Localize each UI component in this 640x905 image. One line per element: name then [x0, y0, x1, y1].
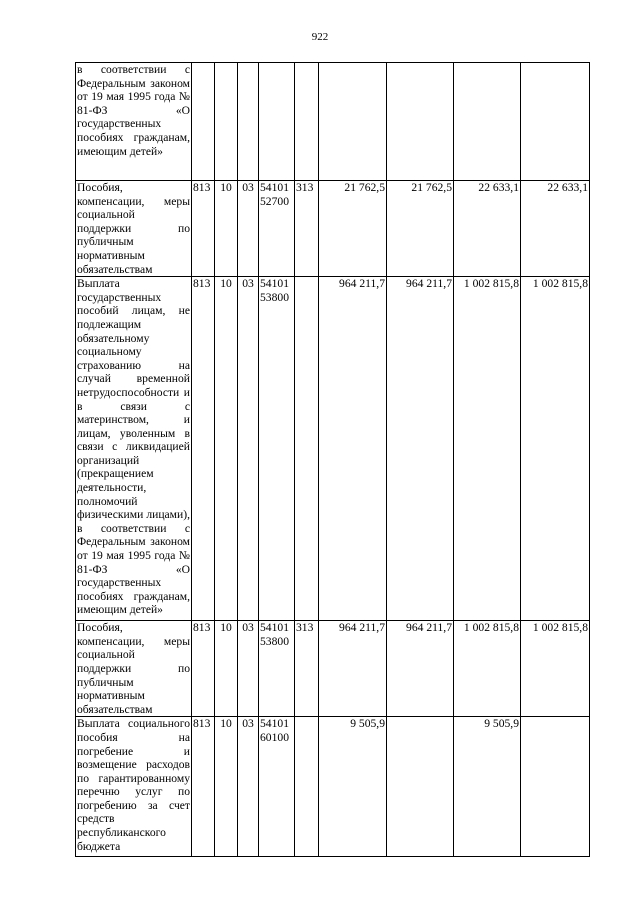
cell-csr	[259, 717, 295, 857]
cell-sum-4	[521, 63, 590, 181]
cell-sum-1: 21 762,5	[319, 181, 387, 277]
cell-sum-3: 22 633,1	[454, 181, 521, 277]
table-row	[76, 181, 590, 277]
cell-name: в соответствии с Федеральным законом от 19 мая 1995 года № 81-ФЗ «О государственных пособиях гражданам, имеющим детей»	[76, 63, 192, 181]
cell-csr-line2: 53800	[260, 634, 289, 648]
cell-rz	[215, 63, 238, 181]
cell-sum-2: 21 762,5	[387, 181, 454, 277]
cell-rz: 10	[215, 277, 238, 621]
table-row	[76, 717, 590, 857]
cell-ved: 813	[192, 181, 215, 277]
budget-table	[75, 62, 590, 857]
cell-vr	[295, 717, 319, 857]
cell-sum-1	[319, 63, 387, 181]
cell-name: Выплата государственных пособий лицам, не подлежащим обязательному социальному страхованию на случай временной нетрудоспособности и в связи с материнством, и лицам, уволенным в связи с ликвидацией организаций (прекращением деятельности, полномочий физическими лицами), в соответствии с Федеральным законом от 19 мая 1995 года № 81-ФЗ «О государственных пособиях гражданам, имеющим детей»	[76, 277, 192, 621]
cell-sum-1: 964 211,7	[319, 277, 387, 621]
cell-rz: 10	[215, 621, 238, 717]
cell-pr: 03	[238, 181, 259, 277]
cell-sum-4: 1 002 815,8	[521, 277, 590, 621]
cell-vr	[295, 277, 319, 621]
cell-ved: 813	[192, 277, 215, 621]
cell-name: Выплата социального пособия на погребение и возмещение расходов по гарантированному перечню услуг по погребению за счет средств республиканского бюджета	[76, 717, 192, 857]
cell-csr	[259, 277, 295, 621]
page-number: 922	[311, 31, 329, 43]
cell-vr: 313	[295, 621, 319, 717]
cell-pr	[238, 63, 259, 181]
cell-csr-line2: 53800	[260, 290, 289, 304]
cell-sum-2: 964 211,7	[387, 277, 454, 621]
table-row	[76, 621, 590, 717]
table-row	[76, 277, 590, 621]
cell-csr	[259, 63, 295, 181]
cell-sum-4: 22 633,1	[521, 181, 590, 277]
cell-csr-line1: 54101	[260, 181, 289, 194]
cell-pr: 03	[238, 277, 259, 621]
cell-vr: 313	[295, 181, 319, 277]
cell-csr-line2: 52700	[260, 194, 289, 208]
cell-sum-1: 964 211,7	[319, 621, 387, 717]
table-row	[76, 63, 590, 181]
cell-csr-line1: 54101	[260, 621, 289, 635]
cell-rz: 10	[215, 717, 238, 857]
cell-sum-2: 964 211,7	[387, 621, 454, 717]
cell-pr: 03	[238, 621, 259, 717]
cell-csr-line1: 54101	[260, 717, 289, 731]
cell-ved	[192, 63, 215, 181]
cell-ved: 813	[192, 621, 215, 717]
cell-name: Пособия, компенсации, меры социальной поддержки по публичным нормативным обязательствам	[77, 181, 190, 276]
cell-sum-3: 1 002 815,8	[454, 277, 521, 621]
cell-rz: 10	[215, 181, 238, 277]
cell-ved: 813	[192, 717, 215, 857]
cell-sum-2	[387, 63, 454, 181]
cell-pr: 03	[238, 717, 259, 857]
cell-csr	[259, 621, 295, 717]
cell-csr-line2: 60100	[260, 730, 289, 744]
cell-vr	[295, 63, 319, 181]
cell-sum-4: 1 002 815,8	[521, 621, 590, 717]
cell-csr-line1: 54101	[260, 277, 289, 291]
cell-sum-3	[454, 63, 521, 181]
cell-sum-2	[387, 717, 454, 857]
cell-name: Пособия, компенсации, меры социальной поддержки по публичным нормативным обязательствам	[77, 621, 190, 716]
cell-sum-1: 9 505,9	[319, 717, 387, 857]
cell-sum-3: 9 505,9	[454, 717, 521, 857]
cell-csr	[259, 181, 295, 277]
cell-sum-3: 1 002 815,8	[454, 621, 521, 717]
cell-sum-4	[521, 717, 590, 857]
